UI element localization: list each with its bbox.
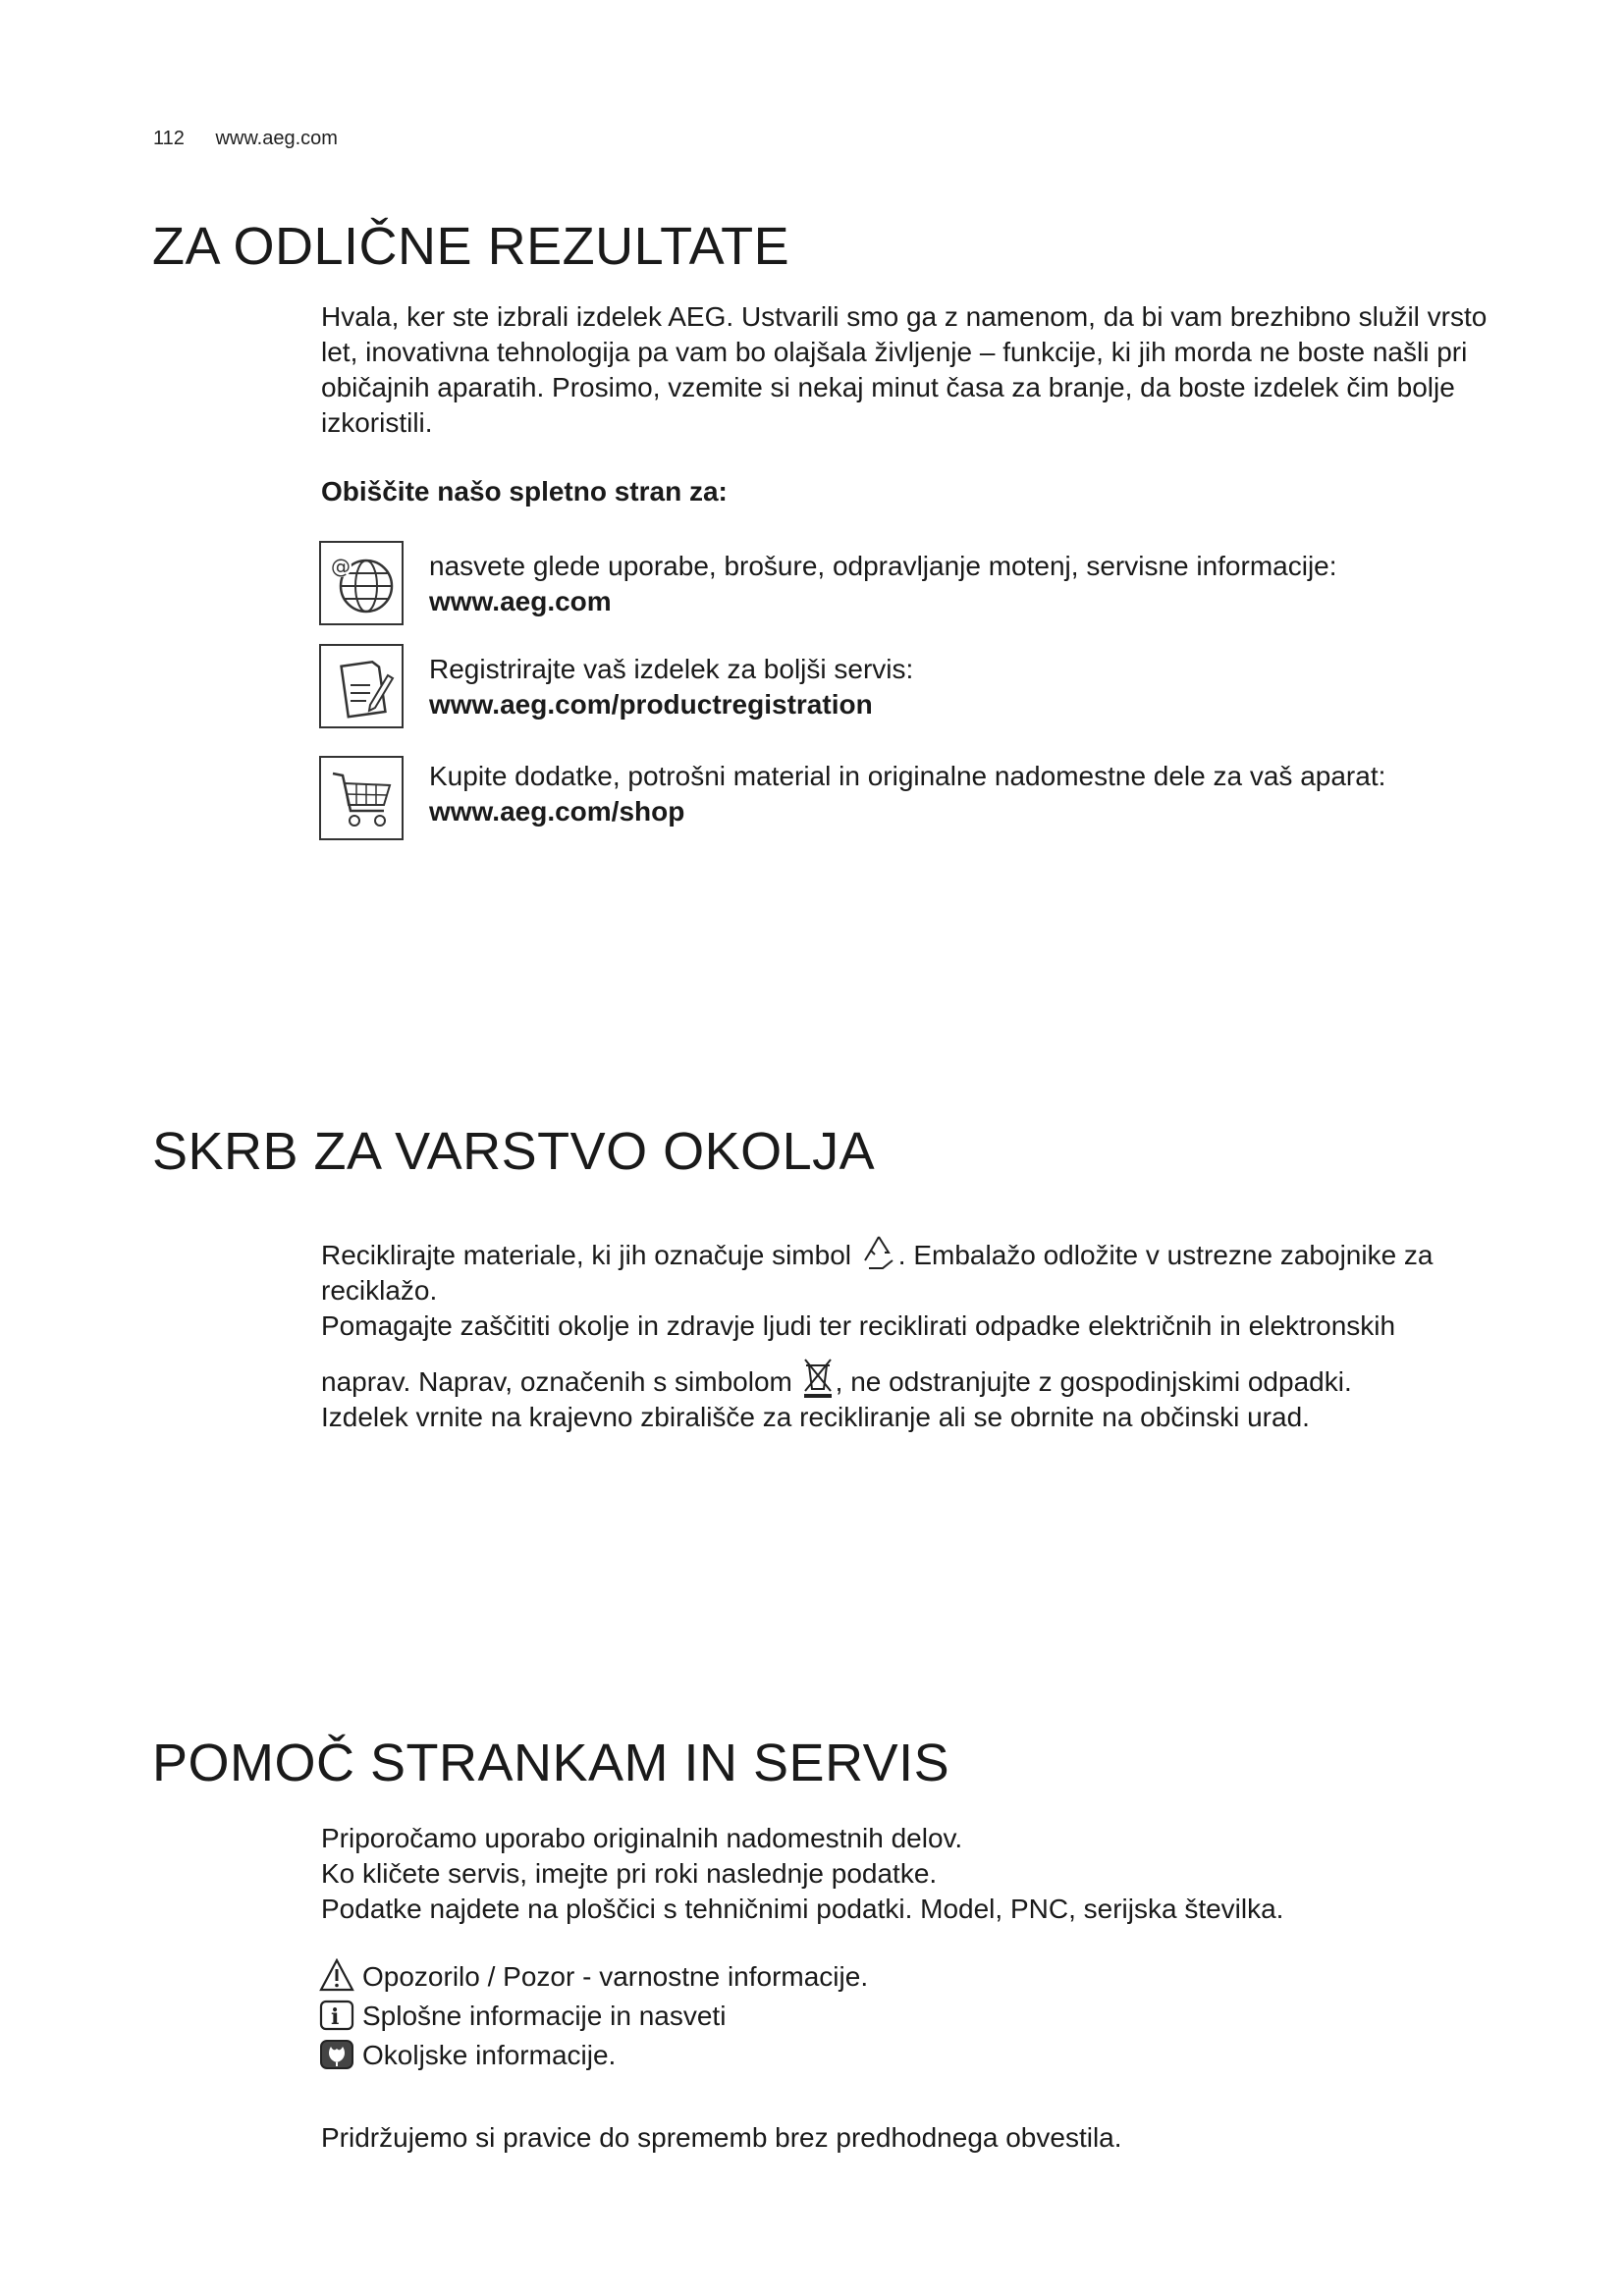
shopping-cart-icon <box>319 756 404 840</box>
recycle-icon <box>859 1233 898 1272</box>
footer-note: Pridržujemo si pravice do sprememb brez predhodnega obvestila. <box>321 2122 1122 2153</box>
link-item-shop <box>429 759 1558 829</box>
svg-text:i: i <box>331 2004 340 2030</box>
legend-item-info: i Splošne informacije in nasveti <box>319 1999 726 2034</box>
section-title-service: POMOČ STRANKAM IN SERVIS <box>152 1734 950 1792</box>
link-url-shop[interactable]: www.aeg.com/shop <box>429 796 685 827</box>
link-url-aeg[interactable]: www.aeg.com <box>429 586 612 616</box>
link-item-support <box>429 549 1558 619</box>
service-paragraph: Priporočamo uporabo originalnih nadomestnih delov. Ko kličete servis, imejte pri roki naslednje podatke. Podatke najdete na ploščici s tehničnimi podatki. Model, PNC, serijska številka. <box>321 1823 1284 1924</box>
header-site-link[interactable]: www.aeg.com <box>215 128 338 149</box>
globe-at-icon <box>319 541 404 625</box>
page-number: 112 <box>153 128 185 149</box>
intro-paragraph: Hvala, ker ste izbrali izdelek AEG. Ustvarili smo ga z namenom, da bi vam brezhibno služil vrsto let, inovativna tehnologija pa vam bo olajšala življenje – funkcije, ki jih morda ne boste našli pri običajnih aparatih. Prosimo, vzemite si nekaj minut časa za branje, da boste izdelek čim bolje izkoristili. <box>321 301 1488 438</box>
legend-item-environment: Okoljske informacije. <box>319 2038 616 2073</box>
info-icon <box>319 2000 354 2031</box>
environment-leaf-icon <box>319 2039 354 2070</box>
warning-triangle-icon <box>319 1958 354 1992</box>
link-description: Registrirajte vaš izdelek za boljši servis: <box>429 654 914 684</box>
section-title-environment: SKRB ZA VARSTVO OKOLJA <box>152 1122 876 1181</box>
environment-paragraph: Reciklirajte materiale, ki jih označuje simbol . Embalažo odložite v ustrezne zabojnike za reciklažo. Pomagajte zaščititi okolje in zdravje ljudi ter reciklirati odpadke električnih in elektronskih naprav. Naprav, označenih s simbolom , ne odstranjujte z gospodinjskimi odpadki. Izdelek vrnite na krajevno zbirališče za recikliranje ali se obrnite na občinski urad. <box>321 1233 1519 1435</box>
link-url-registration[interactable]: www.aeg.com/productregistration <box>429 689 873 720</box>
page-header <box>153 128 363 150</box>
register-document-icon <box>319 644 404 728</box>
link-item-registration <box>429 652 1558 722</box>
section-title-intro: ZA ODLIČNE REZULTATE <box>152 217 790 276</box>
svg-text:@: @ <box>331 555 351 578</box>
link-description: nasvete glede uporabe, brošure, odpravljanje motenj, servisne informacije: <box>429 551 1337 581</box>
legend-item-warning: Opozorilo / Pozor - varnostne informacije. <box>319 1958 868 1995</box>
crossed-bin-icon <box>800 1356 836 1399</box>
visit-label: Obiščite našo spletno stran za: <box>321 476 728 507</box>
link-description: Kupite dodatke, potrošni material in originalne nadomestne dele za vaš aparat: <box>429 761 1386 791</box>
